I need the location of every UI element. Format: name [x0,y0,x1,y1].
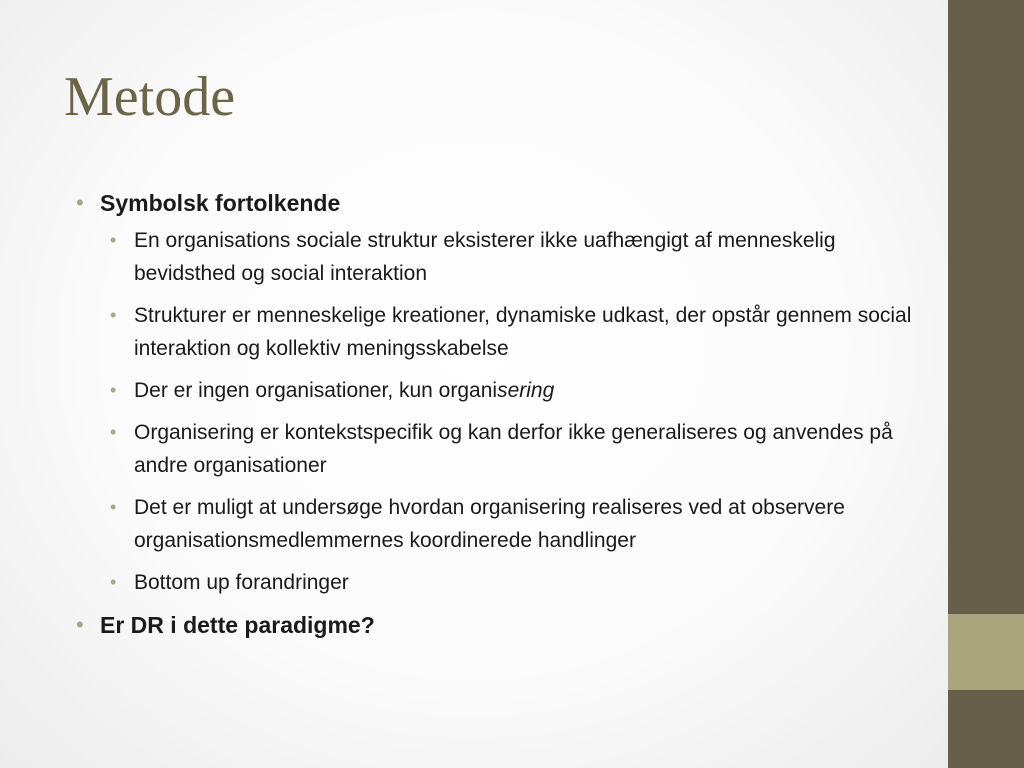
bullet-er-dr-i-dette-paradigme [76,608,916,642]
sub-bullet-item [76,416,916,482]
bullet-symbolsk-fortolkende [76,186,916,220]
sub-bullet-list [76,224,916,599]
sub-bullet-italic-text: sering [497,379,555,402]
bullet-dot-icon: • [110,422,117,442]
sub-bullet-text: En organisations sociale struktur eksisterer ikke uafhængigt af menneskelig bevidsthed og social interaktion [134,229,836,285]
bullet-dot-icon: • [76,190,84,215]
sub-bullet-text: Det er muligt at undersøge hvordan organisering realiseres ved at observere organisationsmedlemmernes koordinerede handlinger [134,496,845,552]
sub-bullet-text: Strukturer er menneskelige kreationer, dynamiske udkast, der opstår gennem social interaktion og kollektiv meningsskabelse [134,304,912,360]
bullet-dot-icon: • [110,380,117,400]
sub-bullet-text: Der er ingen organisationer, kun organi [134,379,498,402]
sub-bullet-item [76,491,916,557]
sub-bullet-item [76,224,916,290]
bullet-text: Symbolsk fortolkende [100,190,341,216]
bullet-dot-icon: • [110,305,117,325]
sub-bullet-item [76,566,916,599]
bullet-dot-icon: • [110,497,117,517]
bullet-text: Er DR i dette paradigme? [100,612,375,638]
sub-bullet-item [76,374,916,407]
sub-bullet-text: Bottom up forandringer [134,571,349,594]
side-decoration-accent [948,614,1024,690]
slide-content [76,186,916,646]
bullet-dot-icon: • [76,612,84,637]
bullet-dot-icon: • [110,230,117,250]
sub-bullet-text: Organisering er kontekstspecifik og kan derfor ikke generaliseres og anvendes på andre organisationer [134,421,893,477]
sub-bullet-item [76,299,916,365]
bullet-dot-icon: • [110,572,117,592]
slide-title: Metode [64,66,236,128]
